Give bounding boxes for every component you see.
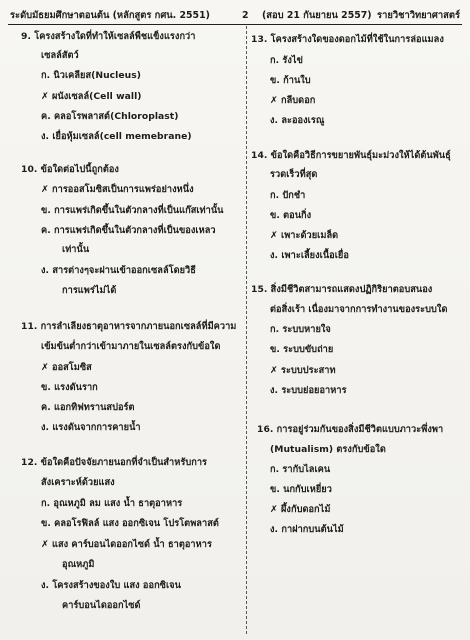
answer-mark-icon: ✗: [270, 503, 278, 515]
q12-option-d-line2: คาร์บอนไดออกไซด์: [62, 600, 141, 611]
q11-text-line2: เข้มข้นต่ำกว่าเข้ามาภายในเซลล์ตรงกับข้อใด: [41, 341, 221, 352]
q16-text-line2: (Mutualism) ตรงกับข้อใด: [270, 444, 386, 455]
q9-text-line1: 9. โครงสร้างใดที่ทำให้เซลล์พืชแข็งแรงกว่า: [21, 31, 196, 42]
q12-option-c-line2: อุณหภูมิ: [62, 559, 95, 570]
answer-mark-icon: ✗: [270, 94, 278, 106]
q13-option-b: ข. ก้านใบ: [270, 75, 311, 86]
q11-option-c: ค. แอกทิฟทรานสปอร์ต: [41, 402, 135, 413]
q13-option-c: [270, 94, 315, 108]
q16-option-c-text: ผึ้งกับดอกไม้: [281, 504, 331, 515]
q15-option-b: ข. ระบบขับถ่าย: [270, 344, 334, 355]
q12-option-a: ก. อุณหภูมิ ลม แสง น้ำ ธาตุอาหาร: [41, 498, 183, 509]
q16-option-b: ข. นกกับเหยี่ยว: [270, 484, 332, 495]
q12-option-c-text: แสง คาร์บอนไดออกไซด์ น้ำ ธาตุอาหาร: [52, 539, 212, 550]
q10-option-d-line1: ง. สารต่างๆจะผ่านเข้าออกเซลล์โดยวิธี: [41, 265, 196, 276]
q10-option-b: ข. การแพร่เกิดขึ้นในตัวกลางที่เป็นแก๊สเท่านั้น: [41, 205, 224, 216]
q12-option-d-line1: ง. โครงสร้างของใบ แสง ออกซิเจน: [41, 580, 181, 591]
answer-mark-icon: ✗: [41, 538, 49, 550]
q13-text: 13. โครงสร้างใดของดอกไม้ที่ใช้ในการล่อแมลง: [251, 34, 444, 45]
q10-text: 10. ข้อใดต่อไปนี้ถูกต้อง: [21, 164, 119, 175]
q16-option-c: [270, 503, 330, 517]
q11-option-a-text: ออสโมซิส: [52, 362, 92, 373]
header-level: ระดับมัธยมศึกษาตอนต้น (หลักสูตร กศน. 2551): [10, 10, 210, 21]
q9-option-d: ง. เยื่อหุ้มเซลล์(cell memebrane): [41, 131, 192, 142]
q14-option-a: ก. ปักชำ: [270, 190, 306, 201]
q10-option-a: [41, 183, 194, 197]
q10-option-c-line1: ค. การแพร่เกิดขึ้นในตัวกลางที่เป็นของเหลว: [41, 225, 216, 236]
column-divider: [246, 26, 247, 634]
q15-option-d: ง. ระบบย่อยอาหาร: [270, 385, 347, 396]
q15-option-a: ก. ระบบหายใจ: [270, 324, 331, 335]
answer-mark-icon: ✗: [270, 364, 278, 376]
q15-text-line2: ต่อสิ่งเร้า เนื่องมาจากการทำงานของระบบใด: [270, 304, 448, 315]
q14-option-c: [270, 229, 338, 243]
answer-mark-icon: ✗: [270, 229, 278, 241]
q12-option-c-line1: [41, 538, 212, 552]
q15-option-c: [270, 364, 336, 378]
q12-option-b: ข. คลอโรฟิลล์ แสง ออกซิเจน โปรโตพลาสต์: [41, 518, 219, 529]
q9-text-line2: เซลล์สัตว์: [41, 50, 79, 61]
q14-option-b: ข. ตอนกิ่ง: [270, 210, 312, 221]
q11-option-d: ง. แรงดันจากการคายน้ำ: [41, 422, 141, 433]
q15-option-c-text: ระบบประสาท: [281, 365, 336, 376]
q16-option-d: ง. กาฝากบนต้นไม้: [270, 524, 344, 535]
q11-text-line1: 11. การลำเลียงธาตุอาหารจากภายนอกเซลล์ที่มีความ: [21, 321, 237, 332]
q10-option-d-line2: การแพร่ไม่ได้: [62, 285, 117, 296]
header-page-number: 2: [242, 10, 249, 21]
page-header: [10, 8, 460, 24]
q9-option-b-text: ผนังเซลล์(Cell wall): [52, 91, 142, 102]
q13-option-d: ง. ละอองเรณู: [270, 115, 325, 126]
q11-option-b: ข. แรงดันราก: [41, 382, 98, 393]
q14-option-d: ง. เพาะเลี้ยงเนื้อเยื่อ: [270, 250, 349, 261]
q11-option-a: [41, 361, 92, 375]
q9-option-b: [41, 90, 142, 104]
q12-text-line2: สังเคราะห์ด้วยแสง: [41, 477, 115, 488]
q15-text-line1: 15. สิ่งมีชีวิตสามารถแสดงปฏิกิริยาตอบสนอง: [251, 284, 433, 295]
q10-option-c-line2: เท่านั้น: [62, 244, 90, 255]
header-exam-date: (สอบ 21 กันยายน 2557): [262, 10, 372, 21]
q9-option-c: ค. คลอโรพลาสต์(Chloroplast): [41, 111, 179, 122]
header-subject: รายวิชาวิทยาศาสตร์: [377, 10, 460, 21]
q12-text-line1: 12. ข้อใดคือปัจจัยภายนอกที่จำเป็นสำหรับการ: [21, 457, 208, 468]
q16-text-line1: 16. การอยู่ร่วมกันของสิ่งมีชีวิตแบบภาวะพึ่งพา: [257, 424, 444, 435]
header-rule: [8, 24, 462, 25]
q9-option-a: ก. นิวเคลียส(Nucleus): [41, 70, 142, 81]
answer-mark-icon: ✗: [41, 361, 49, 373]
q14-text-line1: 14. ข้อใดคือวิธีการขยายพันธุ์มะม่วงให้ได้ต้นพันธุ์: [251, 150, 451, 161]
answer-mark-icon: ✗: [41, 183, 49, 195]
q13-option-a: ก. รังไข่: [270, 55, 303, 66]
q14-text-line2: รวดเร็วที่สุด: [270, 169, 318, 180]
answer-mark-icon: ✗: [41, 90, 49, 102]
q16-option-a: ก. รากับไลเคน: [270, 464, 331, 475]
q13-option-c-text: กลีบดอก: [281, 95, 316, 106]
q10-option-a-text: การออสโมซิสเป็นการแพร่อย่างหนึ่ง: [52, 184, 194, 195]
q14-option-c-text: เพาะด้วยเมล็ด: [281, 230, 339, 241]
